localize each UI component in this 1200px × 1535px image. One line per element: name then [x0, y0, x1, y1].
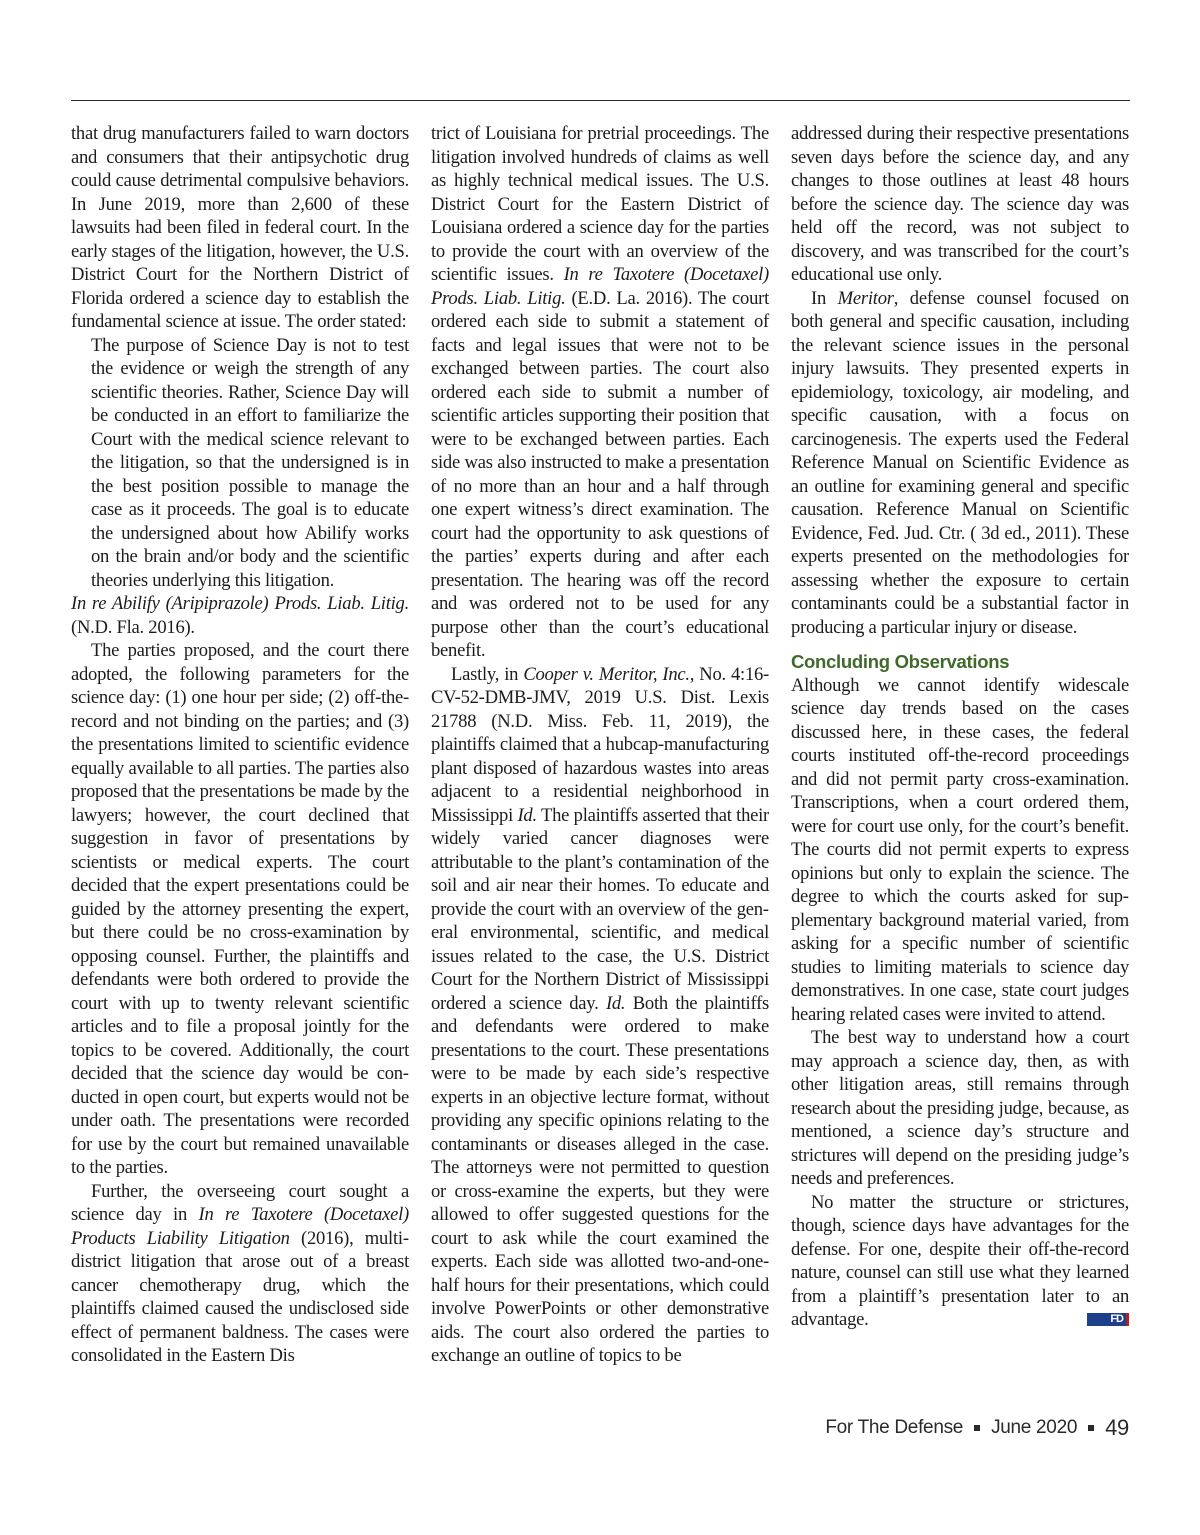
block-quote: The purpose of Science Day is not to test the evidence or weigh the strength of any scientific theories. Rather, Science Day will be conducted in an effort to familiarize the Court with the medical science relevant to the litigation, so that the undersigned is in the best position possible to manage the case as it proceeds. The goal is to educate the undersigned about how Abilify works on the brain and/or body and the scientific theories underlying this litigation.	[91, 334, 409, 591]
column-3	[791, 122, 1129, 1332]
paragraph-louisiana: trict of Louisiana for pretrial proceedings. The litigation involved hundreds of claims as well as highly technical medical issues. The U.S. District Court for the Eastern District of Louisiana ordered a science day for the parties to provide the court with an overview of the scientific issues. In re Taxotere (Docetaxel) Prods. Liab. Litig. (E.D. La. 2016). The court ordered each side to submit a statement of facts and legal issues that were not to be exchanged between parties. The court also ordered each side to submit a number of scientific articles supporting their position that were to be exchanged between parties. Each side was also instructed to make a presentation of no more than an hour and a half through one expert witness’s direct examination. The court had the opportunity to ask questions of the parties’ experts during and after each presentation. The hearing was off the record and was ordered not to be used for any purpose other than the court’s educational benefit.	[431, 123, 770, 661]
top-rule	[71, 100, 1130, 101]
citation-case-name: In re Abilify (Aripiprazole) Prods. Liab. Litig.	[71, 593, 409, 614]
paragraph-continued-outline: addressed during their respective presentations seven days before the science day, and any changes to those outlines at least 48 hours before the science day. The science day was held off the record, was not subject to discovery, and was transcribed for the court’s educational use only.	[791, 123, 1129, 285]
case-name-taxotere: In re Taxotere (Docetaxel) Products Liability Litigation	[71, 1204, 409, 1249]
end-mark-logo: FD	[1087, 1313, 1129, 1326]
section-heading: Concluding Observations	[791, 651, 1010, 672]
column-2	[431, 122, 769, 1368]
id-citation: Id.	[605, 992, 626, 1014]
paragraph-taxotere: Further, the overseeing court sought a science day in In re Taxotere (Docetaxel) Products Liability Litigation (2016), multidistrict litigation that arose out of a breast cancer chemotherapy drug, which the plaintiffs claimed caused the undisclosed side effect of permanent baldness. The cases were consolidated in the Eastern Dis	[71, 1180, 410, 1366]
issue-date: June 2020	[991, 1417, 1078, 1438]
paragraph-continued: that drug manufacturers failed to warn doctors and consumers that their antipsychotic drug could cause detrimental compulsive behaviors. In June 2019, more than 2,600 of these lawsuits had been filed in federal court. In the early stages of the litigation, however, the U.S. District Court for the Northern District of Florida ordered a science day to establish the fundamental science at issue. The order stated:	[71, 123, 409, 332]
page-number: 49	[1105, 1415, 1129, 1440]
paragraph-meritor: Lastly, in Cooper v. Meritor, Inc., No. 4:16-CV-52-DMB-JMV, 2019 U.S. Dist. Lexis 21788 (N.D. Miss. Feb. 11, 2019), the plaintiffs claimed that a hubcap-manufacturing plant disposed of hazardous wastes into areas adjacent to a residential neighborhood in Mississippi Id. The plaintiffs asserted that their widely varied cancer diagnoses were attributable to the plant’s contamination of the soil and air near their homes. To educate and provide the court with an overview of the general environmental, scientific, and medical issues related to the case, the U.S. District Court for the Northern District of Mississippi ordered a science day. Id. Both the plaintiffs and defendants were ordered to make presentations to the court. These presentations were to be made by each side’s respective experts in an objective lecture format, without providing any specific opinions relating to the contaminants or diseases alleged in the case. The attorneys were not permitted to question or cross-examine the experts, but they were allowed to offer suggested questions for the court to ask while the court examined the experts. Each side was allotted two-and-one-half hours for their presentations, which could involve PowerPoints or other demonstrative aids. The court also ordered the parties to exchange an outline of topics to be	[431, 663, 769, 1366]
separator-square-icon	[1088, 1425, 1094, 1431]
separator-square-icon	[974, 1425, 980, 1431]
paragraph-parameters: The parties proposed, and the court there adopted, the following parameters for the science day: (1) one hour per side; (2) off-the-record and not binding on the parties; and (3) the presentations limited to scientific evidence equally available to all parties. The parties also proposed that the presentations be made by the lawyers; however, the court declined that suggestion in favor of presentations by scientists or medical experts. The court decided that the expert presentations could be guided by the attorney presenting the expert, but there could be no cross-examination by opposing counsel. Further, the plaintiffs and defendants were both ordered to provide the court with up to twenty relevant scientific articles and to file a proposal jointly for the topics to be covered. Additionally, the court decided that the science day would be conducted in open court, but experts would not be under oath. The presentations were recorded for use by the court but remained unavailable to the parties.	[71, 640, 409, 1178]
column-1	[71, 122, 409, 1368]
case-name-taxotere-cite: In re Taxotere (Docetaxel) Prods. Liab. Litig.	[431, 264, 770, 309]
id-citation: Id.	[517, 804, 537, 826]
publication-name: For The Defense	[825, 1417, 964, 1438]
paragraph-defense-counsel: In Meritor, defense counsel focused on both general and specific causation, including the relevant science issues in the personal injury lawsuits. They presented experts in epidemiology, toxicology, air modeling, and specific causation, with a focus on carcinogenesis. The experts used the Federal Reference Manual on Scientific Evidence as an outline for examining general and specific causation. Reference Manual on Scientific Evidence, Fed. Jud. Ctr. ( 3d ed., 2011). These experts presented on the methodologies for assessing whether the exposure to certain contaminants could be a substantial factor in producing a particular injury or disease.	[791, 287, 1129, 638]
case-name-meritor: Meritor	[837, 287, 894, 309]
paragraph-best-way: The best way to understand how a court may approach a science day, then, as with other litigation areas, still remains through research about the presiding judge, because, as mentioned, a science day’s structure and strictures will depend on the presiding judge’s needs and preferences.	[791, 1027, 1129, 1189]
paragraph-conclusion: No matter the structure or strictures, though, science days have advantages for the defense. For one, despite their off-the-record nature, counsel can still use what they learned from a plaintiff’s presentation later to an advantage. FD	[791, 1191, 1129, 1330]
citation-court: (N.D. Fla. 2016).	[71, 616, 195, 638]
paragraph-observations: Although we cannot identify widescale science day trends based on the cases discussed here, in these cases, the federal courts instituted off-the-record proceedings and did not permit party cross-examination. Transcriptions, when a court ordered them, were for court use only, for the court’s benefit. The courts did not permit experts to express opinions but only to explain the science. The degree to which the courts asked for supplementary background material varied, from asking for a specific number of scientific studies to limiting materials to science day demonstratives. In one case, state court judges hearing related cases were invited to attend.	[791, 674, 1129, 1025]
case-name-cooper: Cooper v. Meritor, Inc.,	[523, 663, 695, 685]
page-footer	[825, 1415, 1129, 1441]
citation	[71, 592, 409, 639]
